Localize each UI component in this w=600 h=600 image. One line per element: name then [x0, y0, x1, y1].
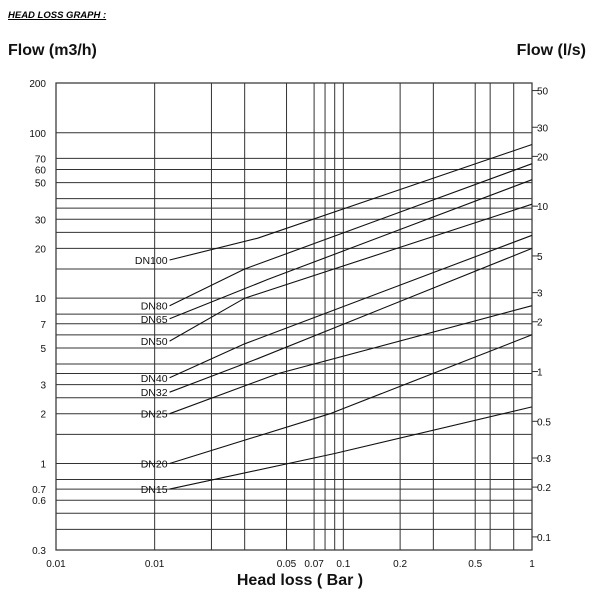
x-axis-title: Head loss ( Bar ): [236, 572, 364, 589]
y-right-tick-label: 20: [537, 152, 549, 164]
y-right-tick-label: 0.5: [537, 417, 551, 429]
y-right-tick-label: 0.1: [537, 532, 551, 544]
series-label-dn15: DN15: [140, 484, 168, 497]
y-left-tick-label: 5: [40, 343, 46, 355]
x-tick-label: 0.01: [144, 559, 165, 570]
y-right-tick-label: 0.3: [537, 454, 551, 466]
series-line-dn80: [170, 164, 532, 306]
y-left-tick-label: 3: [40, 380, 46, 392]
y-left-tick-label: 20: [34, 244, 46, 256]
y-left-tick-label: 30: [34, 215, 46, 227]
series-line-dn100: [170, 145, 532, 261]
x-tick-label: 1: [529, 559, 535, 570]
y-right-tick-label: 5: [537, 251, 543, 263]
y-left-tick-label: 60: [34, 165, 46, 177]
series-label-dn100: DN100: [134, 255, 168, 268]
series-label-dn20: DN20: [140, 458, 168, 471]
y-left-tick-label: 1: [40, 459, 46, 471]
series-label-dn25: DN25: [140, 408, 168, 421]
y-left-tick-label: 0.7: [32, 485, 46, 497]
x-tick-label: 0.01: [46, 559, 66, 570]
series-line-dn15: [170, 407, 532, 489]
y-right-tick-label: 2: [537, 317, 543, 329]
series-label-dn32: DN32: [140, 387, 168, 400]
series-label-dn65: DN65: [140, 313, 168, 326]
y-left-tick-label: 0.3: [32, 546, 46, 557]
y-left-tick-label: 0.6: [32, 496, 46, 508]
x-tick-label: 0.2: [393, 559, 408, 570]
y-left-tick-label: 70: [34, 154, 46, 166]
y-left-tick-label: 100: [29, 128, 46, 140]
y-left-tick-label: 7: [40, 319, 46, 331]
y-left-tick-label: 2: [40, 409, 46, 421]
series-label-dn50: DN50: [140, 336, 168, 349]
y-right-tick-label: 3: [537, 288, 543, 300]
y-right-tick-label: 1: [537, 367, 543, 379]
y-right-tick-label: 10: [537, 202, 549, 214]
series-label-dn80: DN80: [140, 300, 168, 313]
y-left-tick-label: 200: [29, 79, 46, 90]
y-axis-right-title: Flow (l/s): [516, 42, 586, 59]
y-right-tick-label: 30: [537, 123, 549, 135]
chart-header: HEAD LOSS GRAPH :: [8, 10, 107, 21]
y-left-tick-label: 50: [34, 178, 46, 190]
x-tick-label: 0.1: [336, 559, 351, 570]
series-label-dn40: DN40: [140, 372, 168, 385]
y-axis-left-title: Flow (m3/h): [8, 42, 97, 59]
x-tick-label: 0.07: [304, 559, 324, 570]
y-right-tick-label: 0.2: [537, 483, 551, 495]
x-tick-label: 0.05: [276, 559, 297, 570]
y-left-tick-label: 10: [34, 294, 46, 306]
x-tick-label: 0.5: [468, 559, 483, 570]
y-right-tick-label: 50: [537, 86, 549, 98]
